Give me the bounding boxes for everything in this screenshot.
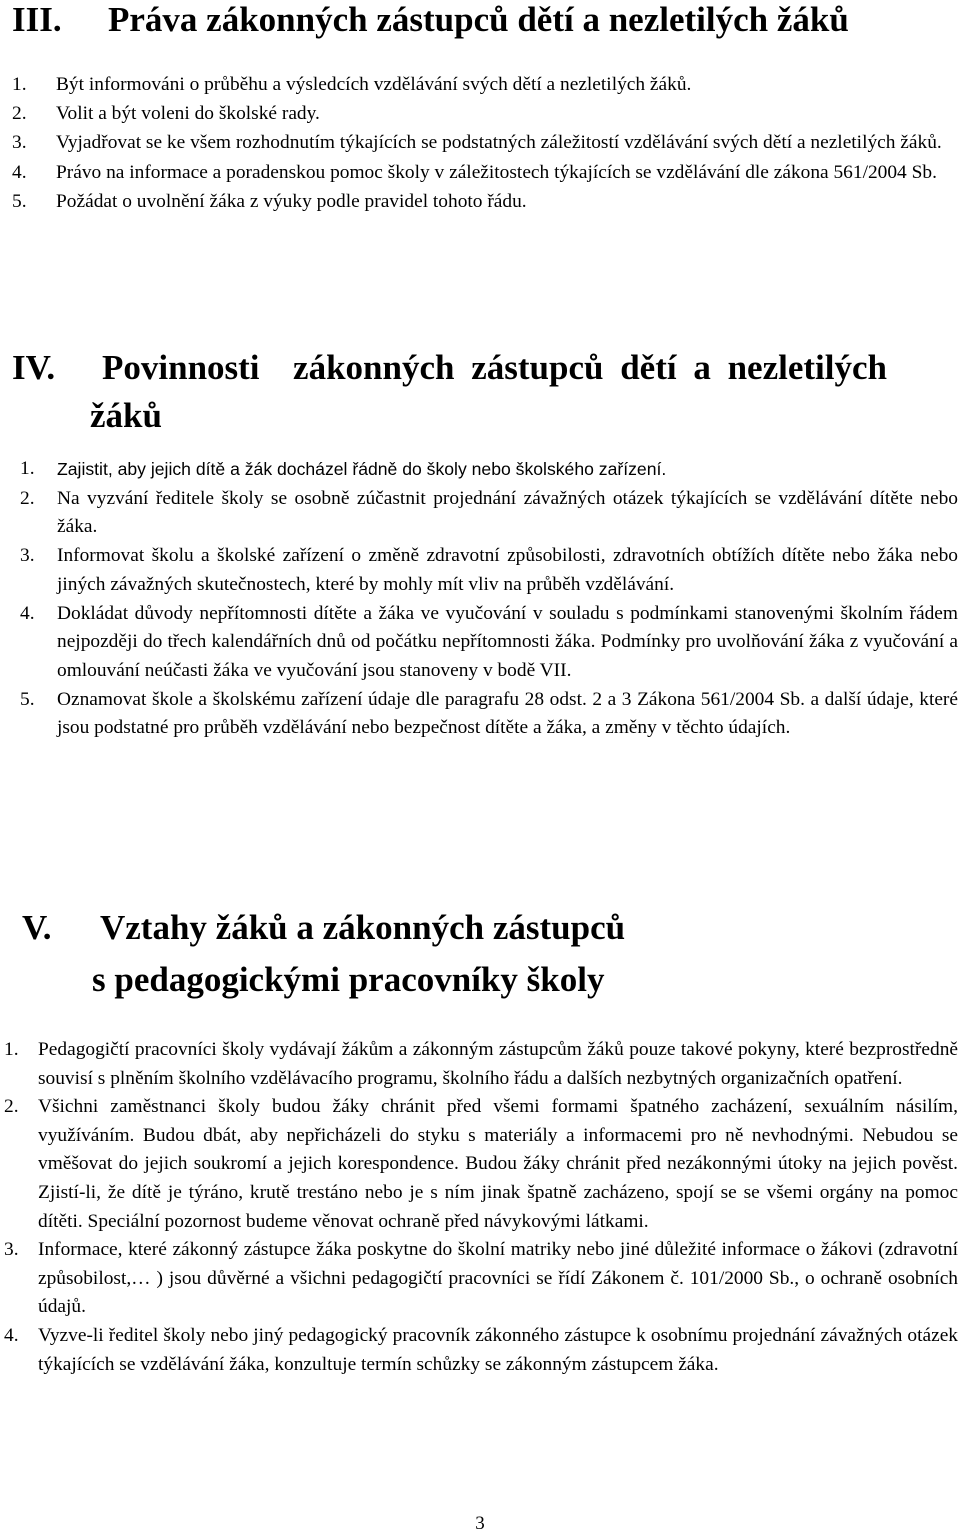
section-5-title-line-1: Vztahy žáků a zákonných zástupců	[100, 908, 626, 947]
list-item	[4, 1322, 958, 1379]
section-4-list	[20, 455, 958, 743]
list-item	[4, 1036, 958, 1093]
list-item	[12, 187, 958, 216]
list-item	[12, 70, 958, 99]
list-item-number: 2.	[20, 487, 35, 509]
list-item-text: Volit a být voleni do školské rady.	[56, 103, 320, 125]
section-5-number: V.	[22, 908, 52, 947]
list-item-number: 3.	[4, 1239, 19, 1261]
list-item-text: Všichni zaměstnanci školy budou žáky chránit před všemi formami špatného zacházení, sexuálním násilím, využíváním. Budou dbát, aby nepřicházeli do styku s materiály a informacemi pro ně nevhodnými. Nebudou se vměšovat do jejich soukromí a jejich korespondence. Budou žáky chránit před nezákonnými útoky na jejich pověst. Zjistí-li, že dítě je týráno, krutě trestáno nebo je s ním jinak špatně zacházeno, spojí se se všemi orgány na pomoc dítěti. Speciální pozornost budeme věnovat ochraně před návykovými látkami.	[38, 1096, 958, 1232]
list-item	[20, 485, 958, 542]
list-item-text: Vyjadřovat se ke všem rozhodnutím týkajících se podstatných záležitostí vzdělávání svých dětí a nezletilých žáků.	[56, 132, 942, 154]
list-item-text: Informovat školu a školské zařízení o změně zdravotní způsobilosti, zdravotních obtížích dítěte nebo žáka nebo jiných závažných skutečnostech, které by mohly mít vliv na průběh vzdělávání.	[57, 545, 958, 595]
list-item-number: 1.	[20, 458, 35, 479]
list-item	[12, 99, 958, 128]
section-3-number: III.	[12, 0, 62, 39]
list-item	[12, 128, 958, 157]
section-5-list	[4, 1036, 958, 1379]
list-item-number: 2.	[4, 1096, 19, 1118]
list-item	[12, 158, 958, 187]
list-item-number: 3.	[12, 132, 27, 154]
list-item-number: 4.	[20, 602, 35, 624]
section-5-title-line-2: s pedagogickými pracovníky školy	[92, 960, 605, 999]
section-3-list	[12, 70, 958, 216]
list-item-number: 1.	[4, 1039, 19, 1060]
list-item	[20, 542, 958, 599]
list-item-number: 1.	[12, 74, 27, 95]
section-3-heading	[12, 0, 849, 40]
list-item	[20, 600, 958, 686]
list-item	[20, 455, 958, 485]
list-item-text: Pedagogičtí pracovníci školy vydávají žákům a zákonným zástupcům žáků pouze takové pokyny, které bezprostředně souvisí s plněním školního vzdělávacího programu, školního řádu a dalších nezbytných organizačních opatření.	[38, 1039, 958, 1089]
list-item-number: 5.	[20, 688, 35, 710]
list-item-text: Dokládat důvody nepřítomnosti dítěte a žáka ve vyučování v souladu s podmínkami stanovenými školním řádem nejpozději do třech kalendářních dnů od počátku nepřítomnosti žáka. Podmínky pro uvolňování žáka z vyučování a omlouvání neúčasti žáka ve vyučování jsou stanoveny v bodě VII.	[57, 602, 958, 681]
list-item-number: 3.	[20, 545, 35, 567]
section-4-heading	[12, 344, 960, 440]
list-item	[4, 1093, 958, 1236]
page-number: 3	[475, 1513, 485, 1534]
list-item	[4, 1236, 958, 1322]
list-item-number: 4.	[4, 1324, 19, 1346]
section-4-number: IV.	[12, 348, 56, 387]
list-item-text: Na vyzvání ředitele školy se osobně zúčastnit projednání závažných otázek týkajících se vzdělávání dítěte nebo žáka.	[57, 487, 958, 538]
list-item-number: 2.	[12, 103, 27, 125]
list-item-text: Oznamovat škole a školskému zařízení údaje dle paragrafu 28 odst. 2 a 3 Zákona 561/2004 Sb. a další údaje, které jsou podstatné pro průběh vzdělávání nebo bezpečnost dítěte a žáka, a změny v těchto údajích.	[57, 688, 958, 739]
list-item-number: 5.	[12, 190, 27, 212]
list-item-number: 4.	[12, 161, 27, 183]
list-item	[20, 686, 958, 743]
list-item-text: Zajistit, aby jejich dítě a žák docházel řádně do školy nebo školského zařízení.	[57, 459, 667, 479]
section-4-title-line-2: žáků	[90, 396, 162, 435]
list-item-text: Právo na informace a poradenskou pomoc školy v záležitostech týkajících se vzdělávání dle zákona 561/2004 Sb.	[56, 161, 937, 183]
list-item-text: Být informováni o průběhu a výsledcích vzdělávání svých dětí a nezletilých žáků.	[56, 74, 692, 95]
section-3-title: Práva zákonných zástupců dětí a nezletilých žáků	[108, 0, 849, 39]
list-item-text: Požádat o uvolnění žáka z výuky podle pravidel tohoto řádu.	[56, 190, 527, 212]
section-4-title-line-1: Povinnosti zákonných zástupců dětí a nezletilých	[102, 348, 887, 387]
section-5-heading	[22, 902, 625, 1006]
list-item-text: Vyzve-li ředitel školy nebo jiný pedagogický pracovník zákonného zástupce k osobnímu projednání závažných otázek týkajících se vzdělávání žáka, konzultuje termín schůzky se zákonným zástupcem žáka.	[38, 1324, 958, 1375]
list-item-text: Informace, které zákonný zástupce žáka poskytne do školní matriky nebo jiné důležité informace o žákovi (zdravotní způsobilost,… ) jsou důvěrné a všichni pedagogičtí pracovníci se řídí Zákonem č. 101/2000 Sb., o ochraně osobních údajů.	[38, 1239, 958, 1318]
